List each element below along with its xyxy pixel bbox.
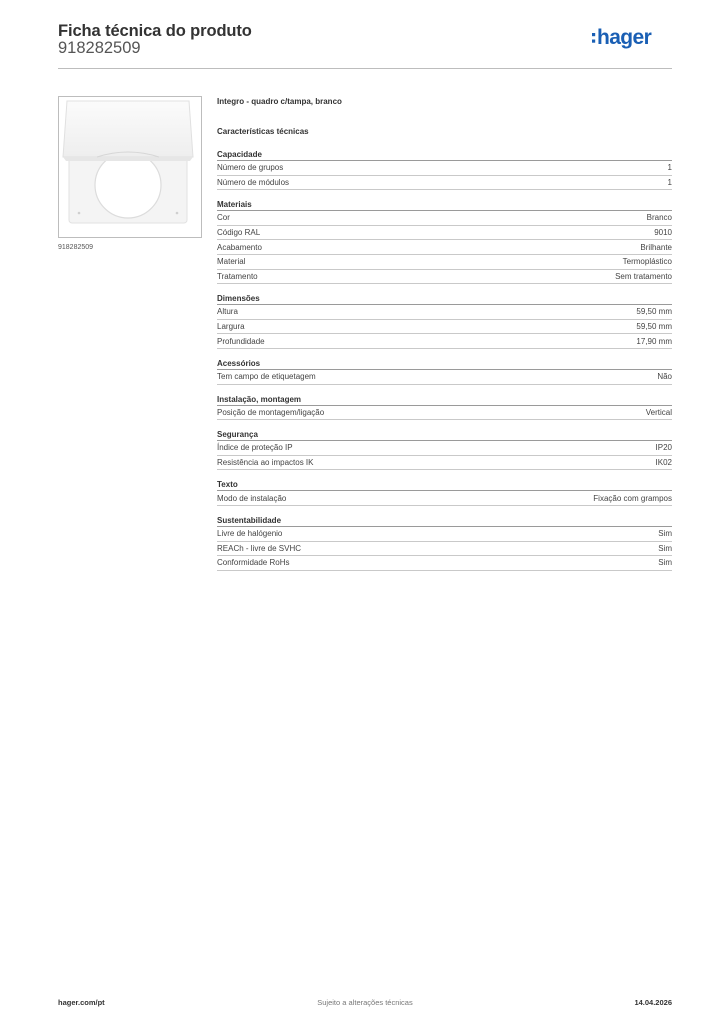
spec-label: Livre de halógenio (217, 529, 283, 539)
spec-section (217, 514, 672, 571)
characteristics-title: Características técnicas (217, 127, 309, 136)
page-header (58, 20, 672, 70)
spec-value: Sim (658, 543, 672, 553)
spec-row (217, 176, 672, 191)
image-caption: 918282509 (58, 244, 94, 251)
spec-label: Altura (217, 307, 238, 317)
spec-sections (217, 148, 672, 571)
spec-label: Tem campo de etiquetagem (217, 372, 316, 382)
spec-section (217, 198, 672, 284)
footer-date: 14.04.2026 (634, 998, 672, 1007)
spec-value: Sim (658, 558, 672, 568)
spec-label: Cor (217, 213, 230, 223)
page-title: Ficha técnica do produto (58, 22, 252, 40)
spec-label: Número de grupos (217, 163, 284, 173)
spec-label: Índice de proteção IP (217, 443, 293, 453)
spec-value: 59,50 mm (636, 322, 672, 332)
spec-value: Sim (658, 529, 672, 539)
spec-value: 1 (667, 177, 672, 187)
spec-label: Código RAL (217, 228, 261, 238)
spec-row (217, 542, 672, 557)
spec-row (217, 226, 672, 241)
spec-value: 9010 (654, 228, 672, 238)
header-divider (58, 68, 672, 69)
footer-notice: Sujeito a alterações técnicas (317, 998, 413, 1007)
spec-label: Largura (217, 322, 245, 332)
spec-section (217, 357, 672, 385)
spec-label: Profundidade (217, 336, 265, 346)
spec-row (217, 556, 672, 571)
spec-value: Não (657, 372, 672, 382)
section-title: Materiais (217, 198, 672, 211)
spec-label: Acabamento (217, 242, 262, 252)
spec-row (217, 527, 672, 542)
spec-value: Sem tratamento (615, 271, 672, 281)
section-title: Texto (217, 478, 672, 491)
spec-row (217, 255, 672, 270)
spec-value: Fixação com grampos (593, 493, 672, 503)
spec-value: Brilhante (640, 242, 672, 252)
spec-label: Resistência ao impactos IK (217, 458, 314, 468)
spec-label: Modo de instalação (217, 493, 287, 503)
spec-row (217, 305, 672, 320)
section-title: Instalação, montagem (217, 393, 672, 406)
section-title: Acessórios (217, 357, 672, 370)
specifications (217, 96, 672, 579)
spec-row (217, 441, 672, 456)
spec-row (217, 370, 672, 385)
product-name: Integro - quadro c/tampa, branco (217, 97, 342, 106)
spec-value: 1 (667, 163, 672, 173)
spec-section (217, 478, 672, 506)
spec-row (217, 161, 672, 176)
spec-value: Termoplástico (622, 257, 672, 267)
spec-label: Conformidade RoHs (217, 558, 290, 568)
spec-row (217, 456, 672, 471)
hager-logo (592, 26, 672, 50)
section-title: Dimensões (217, 292, 672, 305)
section-title: Capacidade (217, 148, 672, 161)
product-image (58, 96, 202, 238)
spec-row (217, 270, 672, 285)
svg-text:hager: hager (597, 26, 652, 49)
spec-section (217, 148, 672, 190)
spec-section (217, 393, 672, 421)
footer-website: hager.com/pt (58, 998, 105, 1007)
spec-label: Posição de montagem/ligação (217, 407, 325, 417)
spec-value: IK02 (655, 458, 672, 468)
spec-section (217, 428, 672, 470)
spec-value: Vertical (645, 407, 672, 417)
spec-label: Tratamento (217, 271, 258, 281)
product-number: 918282509 (58, 39, 141, 57)
spec-value: Branco (646, 213, 672, 223)
spec-row (217, 320, 672, 335)
section-title: Segurança (217, 428, 672, 441)
spec-row (217, 240, 672, 255)
spec-label: Material (217, 257, 246, 267)
spec-value: IP20 (655, 443, 672, 453)
section-title: Sustentabilidade (217, 514, 672, 527)
spec-row (217, 334, 672, 349)
spec-section (217, 292, 672, 349)
spec-row (217, 406, 672, 421)
spec-label: REACh - livre de SVHC (217, 543, 302, 553)
spec-value: 17,90 mm (636, 336, 672, 346)
spec-value: 59,50 mm (636, 307, 672, 317)
spec-row (217, 211, 672, 226)
page-footer (58, 998, 672, 1010)
spec-label: Número de módulos (217, 177, 290, 187)
spec-row (217, 491, 672, 506)
